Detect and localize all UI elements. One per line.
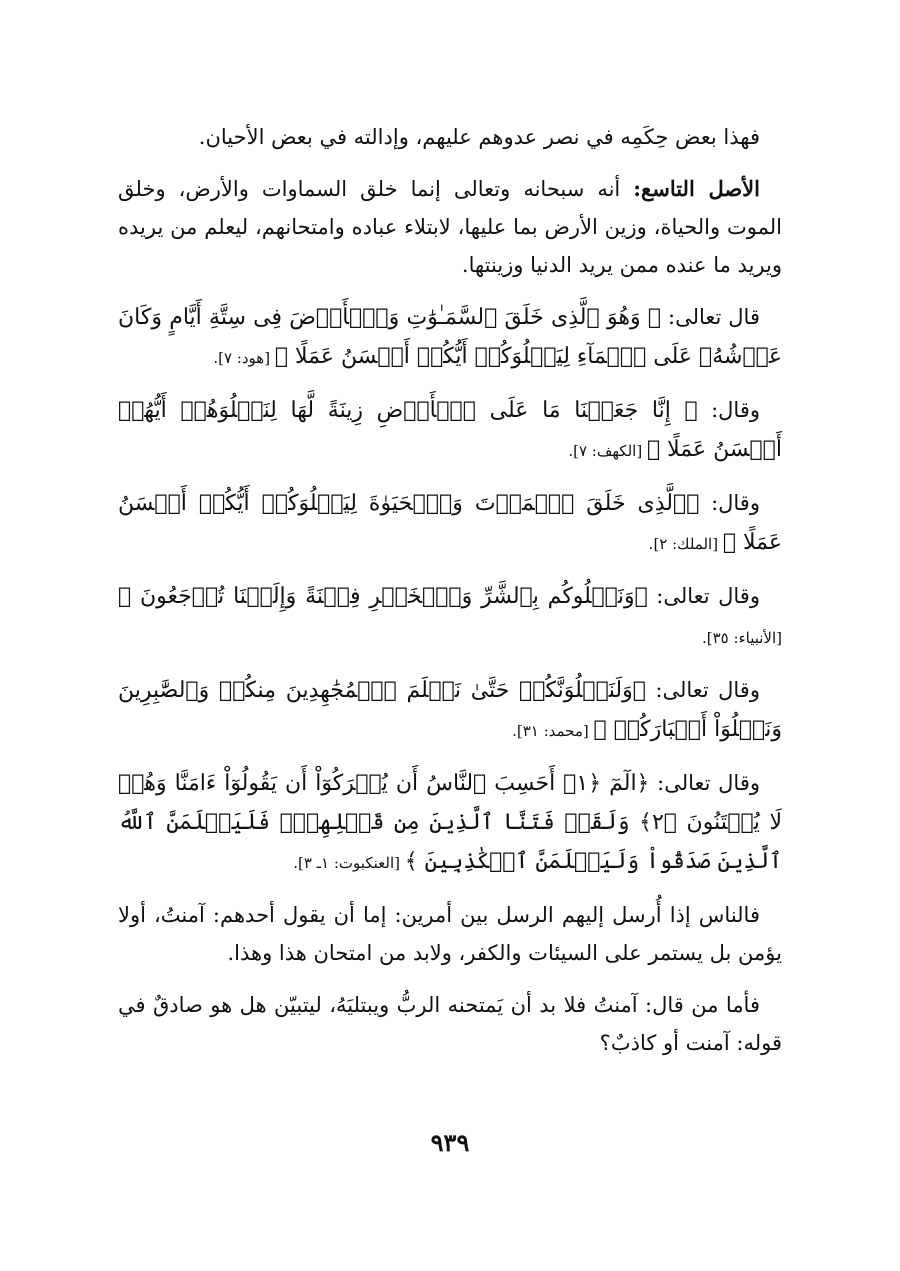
- paragraph-text: فالناس إذا أُرسل إليهم الرسل بين أمرين: إما أن يقول أحدهم: آمنتُ، أولا يؤمن بل يستمر على السيئات والكفر، ولابد من امتحان هذا وهذا.: [118, 903, 782, 965]
- paragraph-1-text: فهذا بعض حِكَمِه في نصر عدوهم عليهم، وإدالته في بعض الأحيان.: [198, 125, 760, 149]
- paragraph-text: فأما من قال: آمنتُ فلا بد أن يَمتحنه الربُّ ويبتليَهُ، ليتبيّن هل هو صادقٌ في قوله: آمنت أو كاذبٌ؟: [118, 993, 782, 1055]
- verse-kahf: [118, 391, 782, 470]
- paragraph-people: [118, 896, 782, 972]
- quran-verse: ﴿ إِنَّا جَعَلۡنَا مَا عَلَى ٱلۡأَرۡضِ زِينَةً لَّهَا لِنَبۡلُوَهُمۡ أَيُّهُمۡ أَحۡسَنُ عَمَلًا ﴾: [118, 398, 782, 462]
- paragraph-1: [118, 118, 782, 156]
- verse-anbiya: [118, 577, 782, 657]
- quran-verse: ﴿الٓمٓ ﴿١﴾ أَحَسِبَ ٱلنَّاسُ أَن يُتۡرَكُوٓاْ أَن يَقُولُوٓاْ ءَامَنَّا وَهُمۡ لَا يُفۡتَنُونَ ﴿٢﴾ وَلَقَدۡ فَتَنَّا ٱلَّذِينَ مِن قَبۡلِهِمۡۖ فَلَيَعۡلَمَنَّ ٱللَّهُ ٱلَّذِينَ صَدَقُواْ وَلَيَعۡلَمَنَّ ٱلۡكَٰذِبِينَ ﴾: [118, 771, 783, 874]
- verse-lead: وقال:: [699, 491, 760, 515]
- verse-ankabut: [118, 764, 782, 882]
- verse-reference: [محمد: ٣١].: [512, 722, 594, 740]
- verse-hud: [118, 298, 782, 377]
- quran-verse: ﴿وَلَنَبۡلُوَنَّكُمۡ حَتَّىٰ نَعۡلَمَ ٱلۡمُجَٰهِدِينَ مِنكُمۡ وَٱلصَّٰبِرِينَ وَنَبۡلُوَاْ أَخۡبَارَكُمۡ ﴾: [118, 678, 782, 742]
- verse-lead: وقال:: [697, 398, 760, 422]
- principle-text: أنه سبحانه وتعالى إنما خلق السماوات والأرض، وخلق الموت والحياة، وزين الأرض بما عليها، لابتلاء عباده وامتحانهم، ليعلم من يريده ويريد ما عنده ممن يريد الدنيا وزينتها.: [118, 177, 782, 277]
- verse-lead: وقال تعالى:: [645, 678, 760, 702]
- quran-verse: ﴿وَنَبۡلُوكُم بِٱلشَّرِّ وَٱلۡخَيۡرِ فِتۡنَةً وَإِلَيۡنَا تُرۡجَعُونَ ﴾: [118, 584, 648, 609]
- verse-mulk: [118, 484, 782, 563]
- page-number: ٩٣٩: [430, 1128, 470, 1157]
- paragraph-test: [118, 986, 782, 1062]
- verse-muhammad: [118, 671, 782, 750]
- verse-lead: وقال تعالى:: [647, 584, 760, 608]
- principle-heading: الأصل التاسع:: [633, 176, 760, 201]
- verse-lead: قال تعالى:: [661, 305, 760, 329]
- verse-reference: [هود: ٧].: [213, 349, 275, 367]
- quran-verse: ﴿ٱلَّذِى خَلَقَ ٱلۡمَوۡتَ وَٱلۡحَيَوٰةَ لِيَبۡلُوَكُمۡ أَيُّكُمۡ أَحۡسَنُ عَمَلًا ﴾: [118, 491, 782, 555]
- verse-reference: [العنكبوت: ١ـ ٣].: [293, 854, 405, 872]
- verse-reference: [الكهف: ٧].: [568, 442, 647, 460]
- verse-lead: وقال تعالى:: [649, 771, 760, 795]
- page-body: [118, 118, 782, 1076]
- verse-reference: [الملك: ٢].: [648, 535, 723, 553]
- verse-reference: [الأنبياء: ٣٥].: [702, 629, 782, 647]
- quran-verse: ﴿ وَهُوَ ٱلَّذِى خَلَقَ ٱلسَّمَـٰوَٰتِ وَٱلۡأَرۡضَ فِى سِتَّةِ أَيَّامٍ وَكَانَ عَرۡشُهُۥ عَلَى ٱلۡمَآءِ لِيَبۡلُوَكُمۡ أَيُّكُمۡ أَحۡسَنُ عَمَلًا ﴾: [118, 305, 782, 369]
- paragraph-principle-nine: [118, 170, 782, 284]
